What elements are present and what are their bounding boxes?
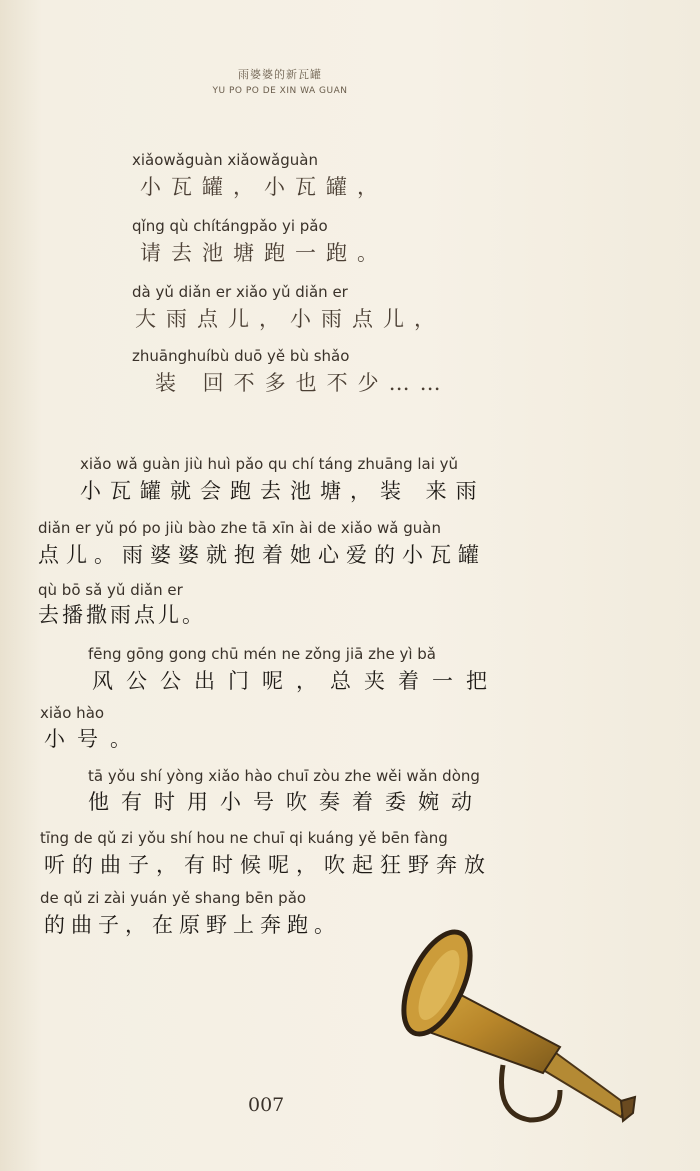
poem-pinyin-3: dà yǔ diǎn er xiǎo yǔ diǎn er bbox=[132, 283, 348, 301]
prose-pinyin-5: xiǎo hào bbox=[40, 704, 105, 722]
horn-mouthpiece bbox=[621, 1097, 635, 1121]
prose-pinyin-1: xiǎo wǎ guàn jiù huì pǎo qu chí táng zhuāng lai yǔ bbox=[80, 455, 459, 473]
prose-pinyin-2: diǎn er yǔ pó po jiù bào zhe tā xīn ài de xiǎo wǎ guàn bbox=[38, 519, 441, 537]
header-title-cn: 雨婆婆的新瓦罐 bbox=[238, 68, 322, 81]
poem-pinyin-1: xiǎowǎguàn xiǎowǎguàn bbox=[132, 151, 318, 169]
poem-pinyin-4: zhuānghuíbù duō yě bù shǎo bbox=[132, 347, 350, 365]
prose-line-6: 他有时用小号吹奏着委婉动 bbox=[88, 790, 484, 814]
trumpet-horn-icon bbox=[395, 915, 645, 1145]
header-title-pinyin: YU PO PO DE XIN WA GUAN bbox=[212, 86, 348, 96]
prose-line-5: 小号。 bbox=[44, 727, 143, 751]
page-number: 007 bbox=[248, 1094, 285, 1116]
prose-line-3: 去播撒雨点儿。 bbox=[38, 603, 206, 627]
prose-pinyin-8: de qǔ zi zài yuán yě shang bēn pǎo bbox=[40, 889, 307, 907]
prose-pinyin-6: tā yǒu shí yòng xiǎo hào chuī zòu zhe wěi wǎn dòng bbox=[88, 767, 480, 785]
prose-line-2: 点儿。雨婆婆就抱着她心爱的小瓦罐 bbox=[38, 543, 486, 567]
prose-line-8: 的曲子，在原野上奔跑。 bbox=[44, 913, 341, 937]
poem-line-4: 装 回不多也不少…… bbox=[155, 371, 451, 395]
poem-pinyin-2: qǐng qù chítángpǎo yi pǎo bbox=[132, 217, 328, 235]
prose-pinyin-3: qù bō sǎ yǔ diǎn er bbox=[38, 581, 183, 599]
running-header bbox=[0, 66, 560, 96]
prose-line-7: 听的曲子，有时候呢，吹起狂野奔放 bbox=[44, 853, 492, 877]
prose-pinyin-4: fēng gōng gong chū mén ne zǒng jiā zhe yì bǎ bbox=[88, 645, 436, 663]
prose-line-1: 小瓦罐就会跑去池塘，装 来雨 bbox=[80, 479, 486, 503]
poem-line-3: 大雨点儿，小雨点儿， bbox=[135, 307, 445, 331]
poem-line-1: 小瓦罐，小瓦罐， bbox=[140, 175, 388, 199]
prose-line-4: 风公公出门呢，总夹着一把 bbox=[92, 669, 500, 693]
poem-line-2: 请去池塘跑一跑。 bbox=[140, 241, 388, 265]
prose-pinyin-7: tīng de qǔ zi yǒu shí hou ne chuī qi kuáng yě bēn fàng bbox=[40, 829, 448, 847]
